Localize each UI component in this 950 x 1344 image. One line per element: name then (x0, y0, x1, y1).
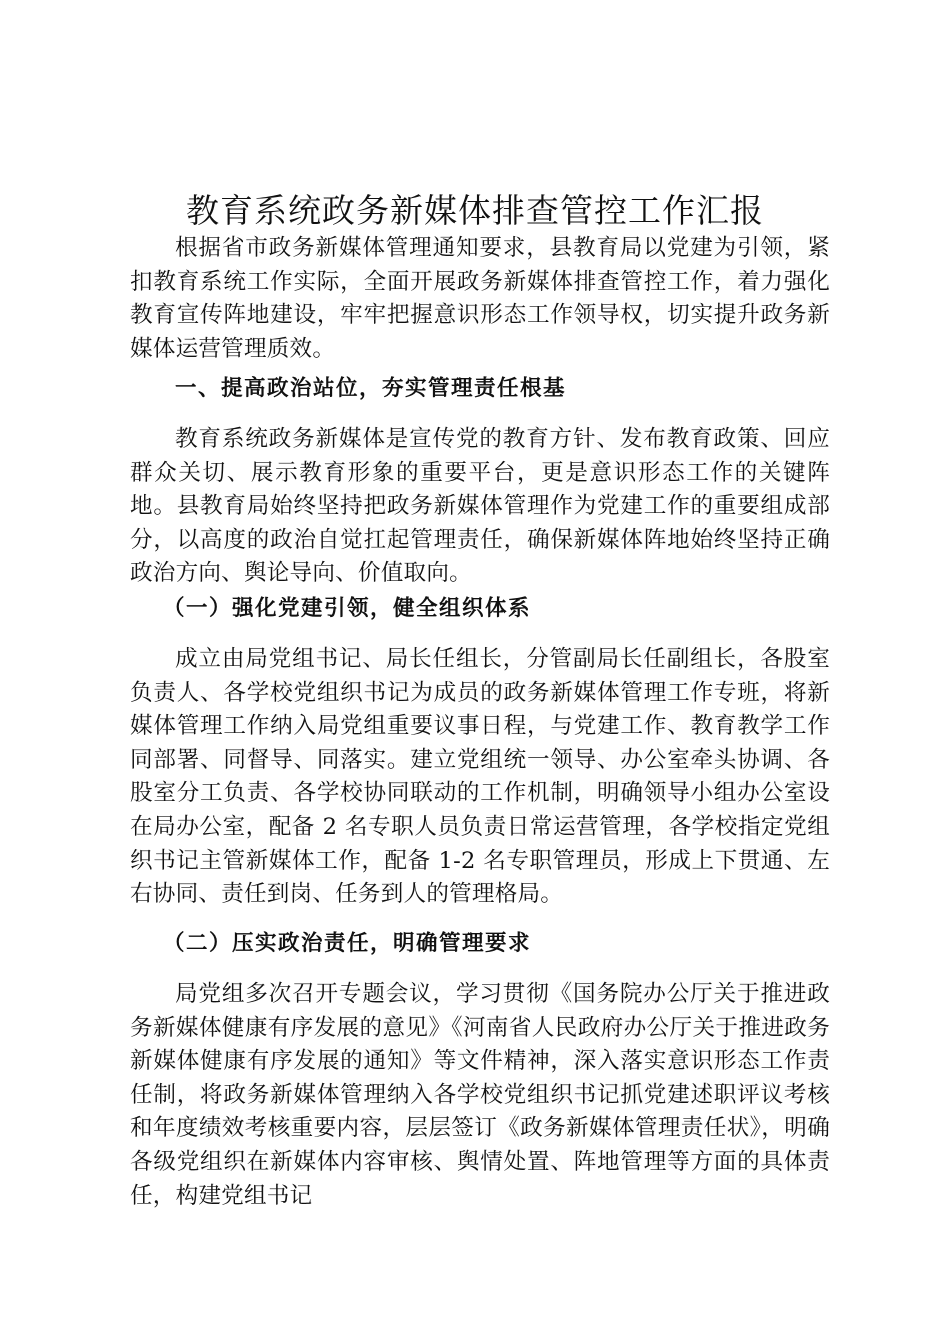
section-heading-1: 一、提高政治站位，夯实管理责任根基 (175, 376, 567, 401)
intro-paragraph: 根据省市政务新媒体管理通知要求，县教育局以党建为引领，紧扣教育系统工作实际，全面开展政务新媒体排查管控工作，着力强化教育宣传阵地建设，牢牢把握意识形态工作领导权，切实提升政务新媒体运营管理质效。 (130, 235, 830, 362)
document-title: 教育系统政务新媒体排查管控工作汇报 (186, 191, 764, 231)
subsection-1-paragraph: 成立由局党组书记、局长任组长，分管副局长任副组长，各股室负责人、各学校党组织书记为成员的政务新媒体管理工作专班，将新媒体管理工作纳入局党组重要议事日程，与党建工作、教育教学工作同部署、同督导、同落实。建立党组统一领导、办公室牵头协调、各股室分工负责、各学校协同联动的工作机制，明确领导小组办公室设在局办公室，配备 2 名专职人员负责日常运营管理，各学校指定党组织书记主管新媒体工作，配备 1-2 名专职管理员，形成上下贯通、左右协同、责任到岗、任务到人的管理格局。 (130, 646, 830, 908)
section-1-paragraph: 教育系统政务新媒体是宣传党的教育方针、发布教育政策、回应群众关切、展示教育形象的重要平台，更是意识形态工作的关键阵地。县教育局始终坚持把政务新媒体管理作为党建工作的重要组成部分，以高度的政治自觉扛起管理责任，确保新媒体阵地始终坚持正确政治方向、舆论导向、价值取向。 (130, 426, 830, 587)
subsection-heading-1: （一）强化党建引领，健全组织体系 (163, 596, 532, 621)
subsection-heading-2: （二）压实政治责任，明确管理要求 (163, 931, 532, 956)
subsection-2-paragraph: 局党组多次召开专题会议，学习贯彻《国务院办公厅关于推进政务新媒体健康有序发展的意见》《河南省人民政府办公厅关于推进政务新媒体健康有序发展的通知》等文件精神，深入落实意识形态工作责任制，将政务新媒体管理纳入各学校党组织书记抓党建述职评议考核和年度绩效考核重要内容，层层签订《政务新媒体管理责任状》，明确各级党组织在新媒体内容审核、舆情处置、阵地管理等方面的具体责任，构建党组书记 (130, 981, 830, 1209)
